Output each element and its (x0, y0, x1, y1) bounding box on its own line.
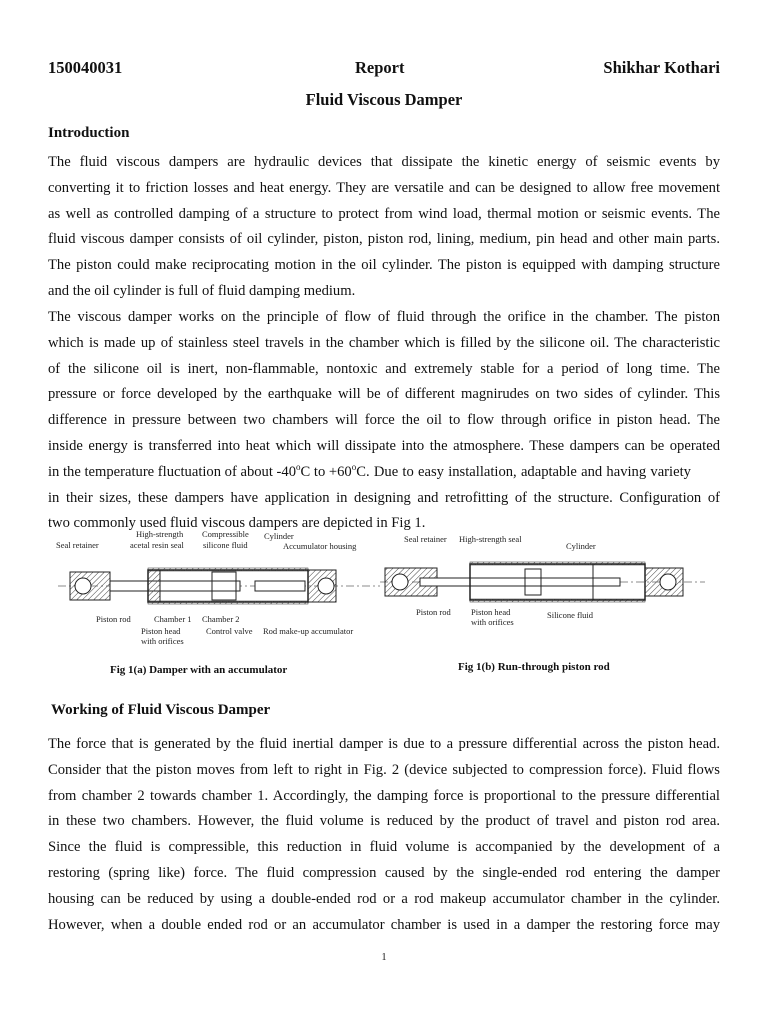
page-title: Fluid Viscous Damper (305, 90, 463, 109)
label-seal-retainer: Seal retainer (56, 540, 99, 550)
working-paragraph (48, 732, 720, 938)
label-with-orifices: with orifices (141, 636, 184, 646)
text-segment: C. Due to easy installation, adaptable and having variety (356, 463, 691, 480)
figure-damper-with-accumulator (50, 530, 390, 650)
text-line-temperature (48, 460, 720, 486)
degree-sup: o (351, 461, 357, 472)
label-high-strength: High-strength (136, 530, 184, 539)
text-line: in these two chambers. However, the fluid volume is reduced by the product of travel and piston rod area. (48, 813, 720, 830)
text-line: inside energy is transferred into heat which will dissipate into the atmosphere. These dampers can be operated (48, 437, 720, 454)
text-line: restoring (spring like) force. The fluid compression caused by the single-ended rod entering the damper (48, 864, 720, 881)
text-line: in their sizes, these dampers have application in designing and retrofitting of the structure. Configuration of (48, 489, 720, 506)
label-cylinder: Cylinder (264, 531, 294, 541)
text-line: The force that is generated by the fluid inertial damper is due to a pressure differential across the piston head. (48, 736, 720, 752)
label-piston-rod: Piston rod (96, 614, 131, 624)
text-line: which is made up of stainless steel travels in the chamber which is filled by the silicone oil. The characteristic (48, 334, 720, 351)
label-compressible: Compressible (202, 530, 249, 539)
label-piston-rod: Piston rod (416, 607, 451, 617)
text-line: Since the fluid is compressible, this reduction in fluid volume is accompanied by the development of a (48, 839, 720, 856)
label-cylinder: Cylinder (566, 541, 596, 551)
text-line: converting it to friction losses and heat energy. They are versatile and can be designed to allow free movement (48, 179, 720, 196)
working-heading: Working of Fluid Viscous Damper (51, 702, 271, 718)
text-line: Consider that the piston moves from left to right in Fig. 2 (device subjected to compression force). Fluid flows (48, 761, 720, 778)
text-line: The piston could make reciprocating motion in the oil cylinder. The piston is equipped with damping structure (48, 257, 720, 274)
label-accumulator-housing: Accumulator housing (283, 541, 357, 551)
author-name: Shikhar Kothari (603, 58, 720, 77)
text-line: as well as controlled damping of a structure to protect from wind load, thermal motion or seismic events. The (48, 205, 720, 222)
label-rod-makeup-accumulator: Rod make-up accumulator (263, 626, 354, 636)
label-high-strength-seal: High-strength seal (459, 534, 522, 544)
text-line: difference in pressure between two chambers will force the oil to flow through orifice in piston head. The (48, 412, 720, 429)
text-line: and the oil cylinder is full of fluid damping medium. (48, 282, 356, 299)
label-control-valve: Control valve (206, 626, 253, 636)
label-with-orifices: with orifices (471, 617, 514, 627)
label-piston-head: Piston head (141, 626, 181, 636)
text-line: two commonly used fluid viscous dampers are depicted in Fig 1. (48, 515, 426, 532)
label-seal-retainer: Seal retainer (404, 534, 447, 544)
text-line: housing can be reduced by using a double-ended rod or a rod makeup accumulator chamber in the cylinder. (48, 890, 720, 907)
degree-sup: o (296, 461, 301, 472)
label-chamber-2: Chamber 2 (202, 614, 240, 624)
label-silicone-fluid: silicone fluid (203, 540, 248, 550)
intro-paragraph-1 (48, 150, 720, 305)
text-line: pressure or force developed by the earthquake will be of different magnirudes on two sides of cylinder. This (48, 386, 720, 403)
report-label: Report (355, 58, 405, 77)
text-line: The viscous damper works on the principle of flow of fluid through the orifice in the chamber. The piston (48, 309, 720, 325)
page-number: 1 (381, 952, 387, 963)
text-line: of the silicone oil is inert, non-flammable, nontoxic and extremely stable for a period of long time. The (48, 360, 720, 377)
label-silicone-fluid: Silicone fluid (547, 610, 594, 620)
text-line: from chamber 2 towards chamber 1. Accordingly, the damping force is proportional to the pressure differential (48, 787, 720, 804)
text-line: fluid viscous damper consists of oil cylinder, piston, piston rod, lining, medium, pin head and other main parts. (48, 231, 720, 248)
label-piston-head: Piston head (471, 607, 511, 617)
figure-1a-caption: Fig 1(a) Damper with an accumulator (110, 664, 288, 676)
label-acetal-seal: acetal resin seal (130, 540, 184, 550)
text-line: The fluid viscous dampers are hydraulic devices that dissipate the kinetic energy of seismic events by (48, 154, 720, 170)
introduction-heading: Introduction (48, 125, 130, 141)
text-segment: in the temperature fluctuation of about -40 (48, 463, 297, 480)
text-segment: C to +60 (300, 463, 352, 480)
intro-paragraph-2 (48, 305, 720, 537)
text-line: However, when a double ended rod or an accumulator chamber is used in a damper the restoring force may (48, 916, 720, 933)
figure-run-through-piston-rod (380, 530, 710, 640)
label-chamber-1: Chamber 1 (154, 614, 192, 624)
student-id: 150040031 (48, 58, 123, 77)
figure-1b-caption: Fig 1(b) Run-through piston rod (458, 661, 610, 673)
